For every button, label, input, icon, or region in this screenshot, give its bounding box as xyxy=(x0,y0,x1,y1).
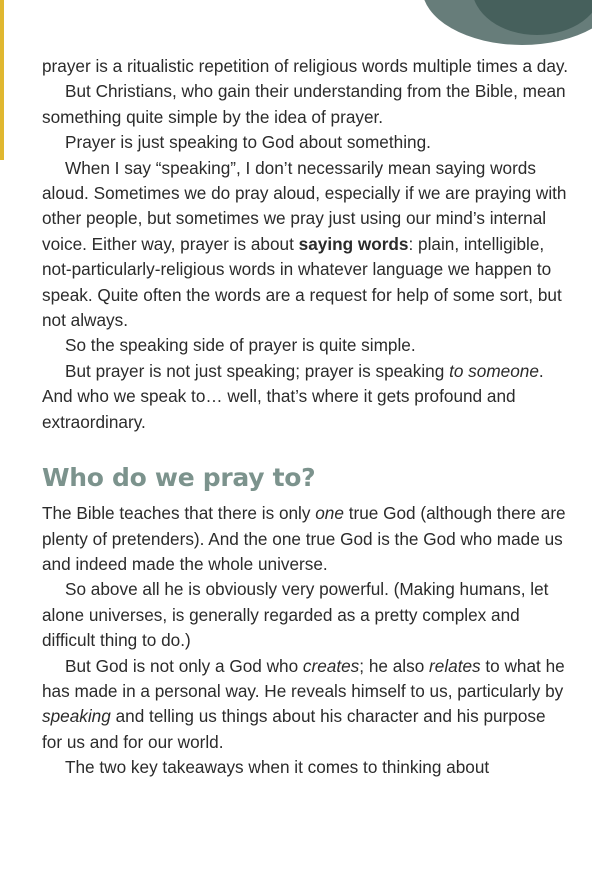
text-run: ; he also xyxy=(359,655,430,676)
text-run: and telling us things about his character and his purpose for us and for our world. xyxy=(42,706,546,752)
text-run: : plain, intelligible, not-particularly-religious words in whatever language we happen to speak. Quite often the words are a request for help of some sort, but not always. xyxy=(42,233,562,331)
emphasis-italic: relates xyxy=(429,655,481,676)
text-run: But God is not only a God who xyxy=(65,655,303,676)
text-run: The Bible teaches that there is only xyxy=(42,503,316,524)
paragraph xyxy=(42,54,570,79)
page-body xyxy=(42,54,570,781)
text-run: true God (although there are plenty of pretenders). And the one true God is the God who made us and indeed made the whole universe. xyxy=(42,503,566,574)
body-text-before-heading xyxy=(42,54,570,435)
paragraph xyxy=(42,755,570,780)
text-run: But prayer is not just speaking; prayer is speaking xyxy=(65,360,450,381)
emphasis-italic: one xyxy=(315,503,344,524)
text-run: But Christians, who gain their understanding from the Bible, mean something quite simple by the idea of prayer. xyxy=(42,81,566,127)
paragraph xyxy=(42,501,570,577)
paragraph xyxy=(42,333,570,358)
paragraph xyxy=(42,79,570,130)
text-run: When I say “speaking”, I don’t necessarily mean saying words aloud. Sometimes we do pray aloud, especially if we are praying with other people, but sometimes we pray just using our mind’s internal voice. Either way, prayer is about xyxy=(42,157,567,254)
emphasis-italic: creates xyxy=(302,655,360,676)
paragraph xyxy=(42,156,570,334)
text-run: Prayer is just speaking to God about something. xyxy=(65,132,431,153)
paragraph xyxy=(42,359,570,435)
text-run: So above all he is obviously very powerful. (Making humans, let alone universes, is generally regarded as a pretty complex and difficult thing to do.) xyxy=(42,579,549,651)
emphasis-bold: saying words xyxy=(298,233,409,254)
text-run: . And who we speak to… well, that’s where it gets profound and extraordinary. xyxy=(42,360,544,432)
text-run: So the speaking side of prayer is quite simple. xyxy=(65,335,416,356)
margin-accent-bar xyxy=(0,0,4,160)
paragraph xyxy=(42,654,570,756)
section-spacer xyxy=(42,435,570,460)
emphasis-italic: speaking xyxy=(42,706,111,727)
paragraph xyxy=(42,130,570,155)
paragraph xyxy=(42,577,570,653)
emphasis-italic: to someone xyxy=(449,360,539,381)
text-run: prayer is a ritualistic repetition of religious words multiple times a day. xyxy=(42,56,569,76)
text-run: to what he has made in a personal way. He reveals himself to us, particularly by xyxy=(42,655,565,701)
text-run: The two key takeaways when it comes to thinking about xyxy=(65,757,490,778)
section-heading: Who do we pray to? xyxy=(42,463,316,493)
body-text-after-heading xyxy=(42,501,570,780)
